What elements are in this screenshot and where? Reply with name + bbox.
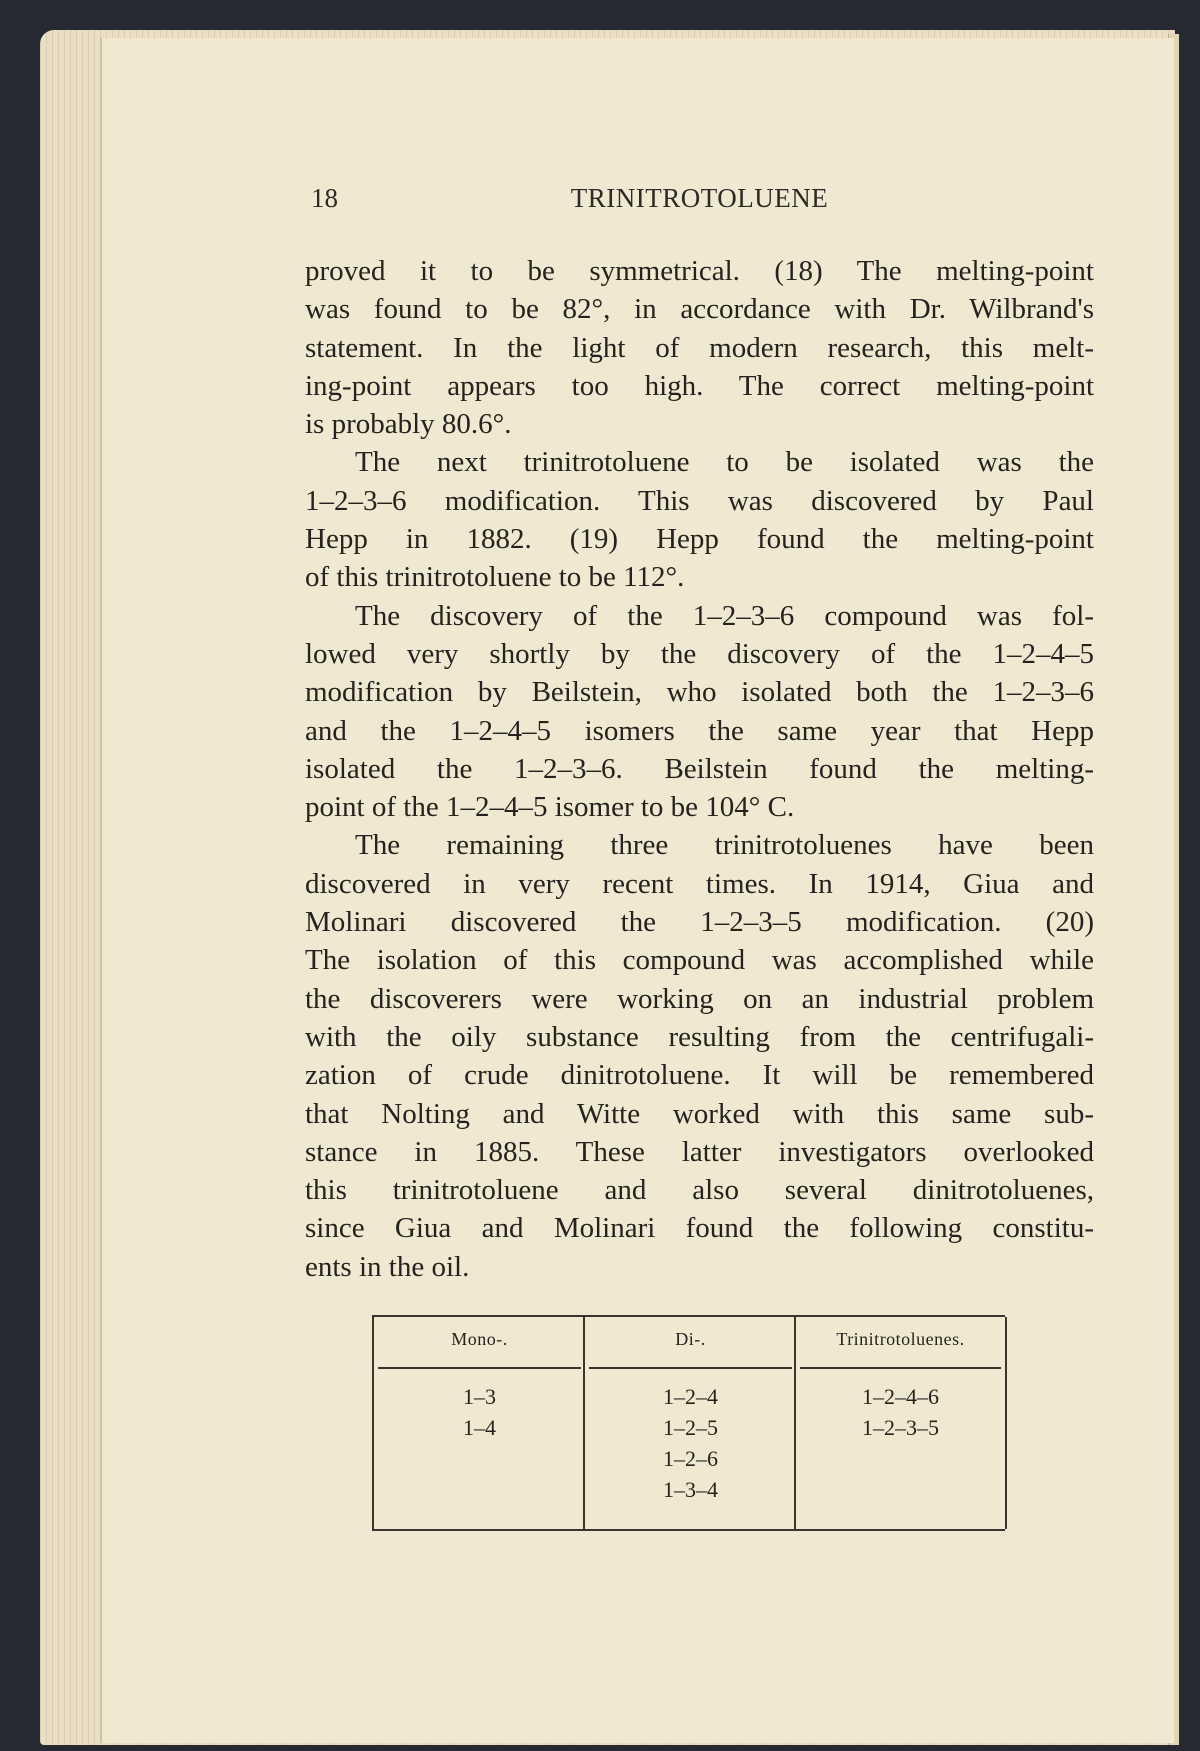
header-rule xyxy=(589,1367,792,1369)
text-line: proved it to be symmetrical. (18) The melting-point xyxy=(305,255,1094,287)
table-cell: 1–2–4–6 xyxy=(862,1384,939,1409)
table-column-tri xyxy=(794,1317,1007,1529)
header-rule xyxy=(378,1367,581,1369)
paragraph xyxy=(305,597,1094,827)
body-text xyxy=(305,252,1094,1286)
text-line: is probably 80.6°. xyxy=(305,408,512,441)
text-line: The remaining three trinitrotoluenes have been xyxy=(355,829,1094,862)
text-line: stance in 1885. These latter investigators overlooked xyxy=(305,1135,1094,1168)
constituents-table xyxy=(372,1315,1005,1531)
table-cell: 1–2–6 xyxy=(663,1446,718,1471)
text-line: zation of crude dinitrotoluene. It will be remembered xyxy=(305,1059,1094,1092)
text-line: Hepp in 1882. (19) Hepp found the melting-point xyxy=(305,523,1094,556)
running-header xyxy=(305,183,1094,217)
text-line: since Giua and Molinari found the following constitu- xyxy=(305,1212,1094,1245)
text-line: modification by Beilstein, who isolated both the 1–2–3–6 xyxy=(305,676,1094,709)
paragraph xyxy=(305,826,1094,1286)
page-number: 18 xyxy=(311,183,338,213)
table-column-mono xyxy=(372,1317,585,1529)
text-line: point of the 1–2–4–5 isomer to be 104° C. xyxy=(305,791,795,824)
text-line: The next trinitrotoluene to be isolated was the xyxy=(355,446,1094,479)
text-line: that Nolting and Witte worked with this same sub- xyxy=(305,1097,1094,1130)
table-cell: 1–3 xyxy=(463,1384,496,1409)
text-line: The isolation of this compound was accomplished while xyxy=(305,944,1094,977)
table-cell: 1–2–4 xyxy=(663,1384,718,1409)
text-line: ing-point appears too high. The correct melting-point xyxy=(305,369,1094,402)
text-line: the discoverers were working on an industrial problem xyxy=(305,982,1094,1015)
text-line: statement. In the light of modern research, this melt- xyxy=(305,331,1094,364)
table-cell: 1–4 xyxy=(463,1415,496,1440)
paragraph xyxy=(305,252,1094,443)
text-line: discovered in very recent times. In 1914, Giua and xyxy=(305,867,1094,900)
text-line: and the 1–2–4–5 isomers the same year that Hepp xyxy=(305,714,1094,747)
table-cell: 1–2–3–5 xyxy=(862,1415,939,1440)
text-line: was found to be 82°, in accordance with Dr. Wilbrand's xyxy=(305,293,1094,326)
text-line: 1–2–3–6 modification. This was discovered by Paul xyxy=(305,484,1094,517)
text-line: Molinari discovered the 1–2–3–5 modification. (20) xyxy=(305,906,1094,939)
table-cell: 1–3–4 xyxy=(663,1477,718,1502)
table-header: Di-. xyxy=(675,1329,706,1349)
table-header: Trinitrotoluenes. xyxy=(836,1329,965,1349)
text-line: with the oily substance resulting from the centrifugali- xyxy=(305,1020,1094,1053)
text-line: of this trinitrotoluene to be 112°. xyxy=(305,561,685,594)
header-rule xyxy=(800,1367,1001,1369)
text-line: ents in the oil. xyxy=(305,1250,470,1283)
table-column-di xyxy=(583,1317,796,1529)
table-header: Mono-. xyxy=(451,1329,508,1349)
table-cell: 1–2–5 xyxy=(663,1415,718,1440)
text-line: this trinitrotoluene and also several dinitrotoluenes, xyxy=(305,1174,1094,1207)
running-title: TRINITROTOLUENE xyxy=(570,183,829,213)
text-line: The discovery of the 1–2–3–6 compound was fol- xyxy=(355,599,1094,632)
text-line: isolated the 1–2–3–6. Beilstein found the melting- xyxy=(305,752,1094,785)
text-line: lowed very shortly by the discovery of the 1–2–4–5 xyxy=(305,637,1094,670)
paragraph xyxy=(305,443,1094,596)
